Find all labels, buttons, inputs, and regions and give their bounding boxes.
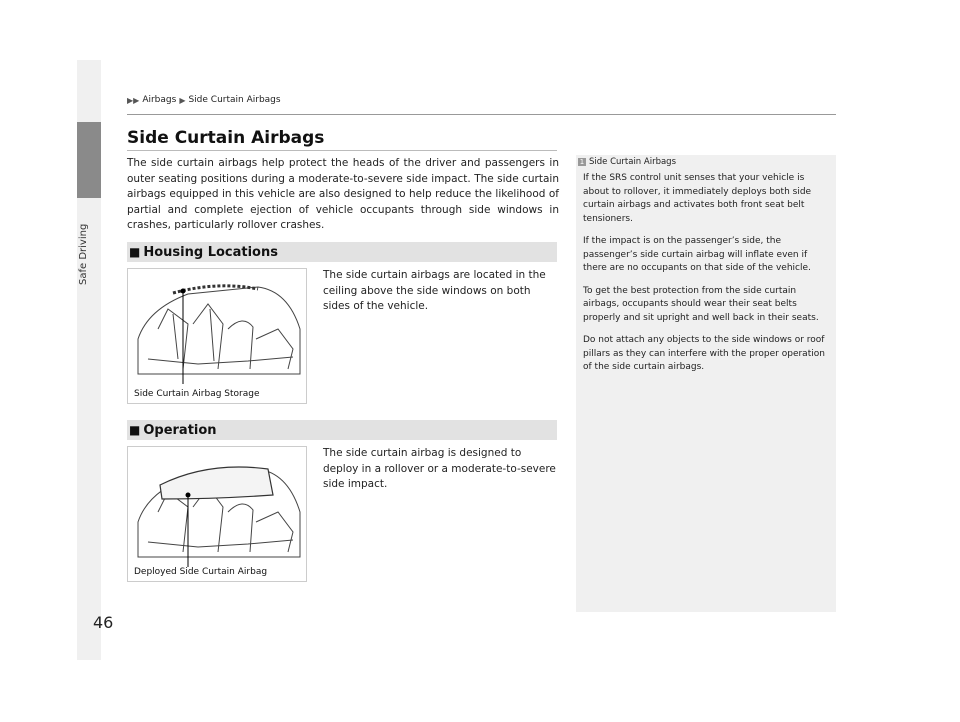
side-note-title: [578, 157, 676, 167]
page-number: 46: [93, 613, 114, 632]
section-heading-housing: [127, 242, 557, 262]
section-text-housing: The side curtain airbags are located in the ceiling above the side windows on both sides of the vehicle.: [323, 269, 546, 312]
section-text-operation: The side curtain airbag is designed to deploy in a rollover or a moderate-to-severe side impact.: [323, 447, 556, 490]
section-heading-operation: [127, 420, 557, 440]
note-paragraph: If the impact is on the passenger’s side, the passenger’s side curtain airbag will inflate even if there are no occupants on that side of the vehicle.: [583, 236, 811, 273]
breadcrumb-item-current: Side Curtain Airbags: [188, 95, 281, 105]
car-interior-deployed-illustration: [128, 447, 306, 581]
intro-paragraph: The side curtain airbags help protect the heads of the driver and passengers in outer seating positions during a moderate-to-severe side impact. The side curtain airbags equipped in this vehicle are also designed to help reduce the likelihood of partial and complete ejection of vehicle occupants through side windows in crashes, particularly rollover crashes.: [127, 157, 559, 231]
note-paragraph: If the SRS control unit senses that your vehicle is about to rollover, it immediately deploys both side curtain airbags and activates both front seat belt tensioners.: [583, 173, 812, 224]
triangle-right-icon: ▶▶: [127, 95, 140, 105]
triangle-right-icon: ▶: [179, 95, 186, 105]
chapter-label: Safe Driving: [78, 223, 89, 285]
breadcrumb-item-airbags[interactable]: Airbags: [142, 95, 177, 105]
note-number-badge: 1: [579, 158, 585, 166]
side-note-title-text: Side Curtain Airbags: [589, 157, 676, 167]
figure-caption: Deployed Side Curtain Airbag: [134, 567, 268, 577]
square-icon: ■: [129, 423, 141, 437]
header-rule: [127, 114, 836, 115]
title-rule: [127, 150, 557, 151]
section-heading-text: Housing Locations: [143, 244, 278, 260]
car-interior-illustration: [128, 269, 306, 403]
square-icon: ■: [129, 245, 141, 259]
note-paragraph: To get the best protection from the side curtain airbags, occupants should wear their seat belts properly and sit upright and well back in their seats.: [583, 285, 819, 323]
note-paragraph: Do not attach any objects to the side windows or roof pillars as they can interfere with the proper operation of the side curtain airbags.: [583, 335, 825, 372]
figure-airbag-deployed: [127, 446, 307, 582]
side-note-body: [583, 172, 829, 384]
section-heading-text: Operation: [143, 422, 217, 438]
chapter-tab-marker: [77, 122, 101, 198]
figure-airbag-storage: [127, 268, 307, 404]
figure-caption: Side Curtain Airbag Storage: [134, 389, 260, 399]
breadcrumb: [127, 95, 281, 105]
page-title: Side Curtain Airbags: [127, 128, 325, 148]
